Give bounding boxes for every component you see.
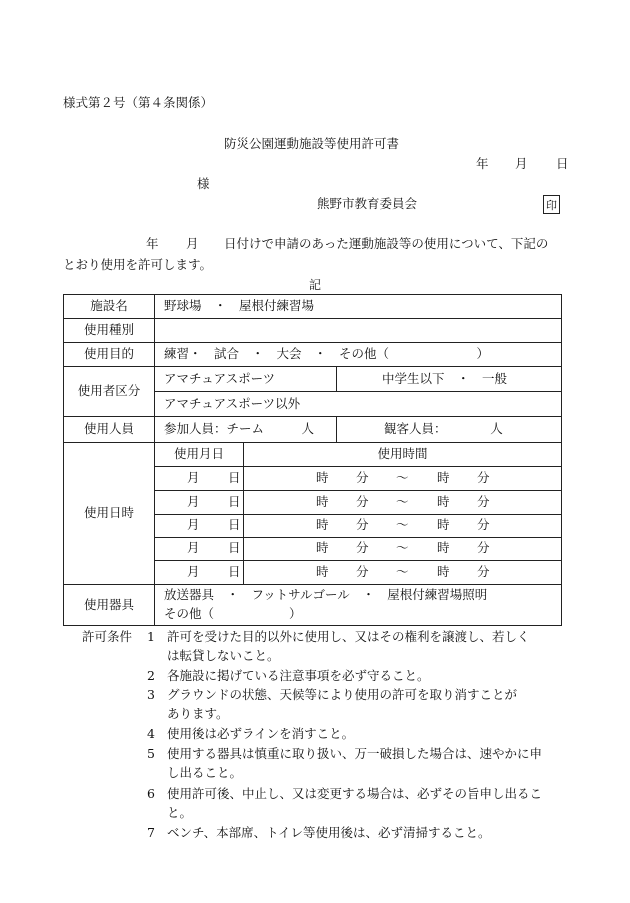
non-amateur-sports: アマチュアスポーツ以外 [164, 395, 301, 411]
col-usage-time: 使用時間 [377, 446, 428, 462]
ki-heading: 記 [309, 278, 322, 292]
seal-mark: 印 [543, 195, 560, 214]
month-unit: 月 [187, 540, 200, 555]
tilde: ～ [396, 494, 409, 509]
month-unit: 月 [187, 517, 200, 532]
addressee-suffix: 様 [197, 176, 210, 191]
condition-text: 使用許可後、中止し、又は変更する場合は、必ずその旨申し出るこ [167, 786, 543, 801]
minute-unit: 分 [477, 564, 490, 579]
minute-unit: 分 [356, 540, 369, 555]
month-unit: 月 [187, 494, 200, 509]
tilde: ～ [396, 517, 409, 532]
month-unit: 月 [187, 470, 200, 485]
condition-number: 1 [147, 629, 155, 644]
minute-unit: 分 [356, 517, 369, 532]
condition-text: 各施設に掲げている注意事項を必ず守ること。 [167, 668, 430, 683]
condition-text: あります。 [167, 706, 229, 721]
condition-number: 6 [147, 786, 155, 801]
hour-unit: 時 [437, 470, 450, 485]
minute-unit: 分 [477, 517, 490, 532]
col-usage-date: 使用月日 [173, 446, 224, 462]
spectators-count: 観客人員： 人 [384, 421, 503, 437]
amateur-sports: アマチュアスポーツ [164, 370, 276, 386]
hour-unit: 時 [316, 470, 329, 485]
intro-line1: 日付けで申請のあった運動施設等の使用について、下記の [224, 236, 549, 251]
label-equipment: 使用器具 [83, 596, 134, 612]
issuer-name: 熊野市教育委員会 [317, 196, 418, 211]
condition-number: 2 [147, 668, 155, 683]
condition-text: と。 [167, 805, 193, 820]
day-unit: 日 [228, 494, 241, 509]
intro-month: 月 [186, 236, 199, 251]
label-facility: 施設名 [90, 298, 128, 314]
facility-options: 野球場 ・ 屋根付練習場 [164, 298, 315, 314]
equipment-options: 放送器具 ・ フットサルゴール ・ 屋根付練習場照明 [164, 587, 488, 602]
condition-text: 許可を受けた目的以外に使用し、又はその権利を譲渡し、若しく [167, 629, 530, 644]
minute-unit: 分 [356, 494, 369, 509]
date-year: 年 [476, 156, 489, 171]
minute-unit: 分 [477, 494, 490, 509]
document-title: 防災公園運動施設等使用許可書 [224, 136, 400, 151]
day-unit: 日 [228, 517, 241, 532]
hour-unit: 時 [437, 494, 450, 509]
day-unit: 日 [228, 540, 241, 555]
hour-unit: 時 [437, 540, 450, 555]
minute-unit: 分 [356, 470, 369, 485]
minute-unit: 分 [477, 470, 490, 485]
day-unit: 日 [228, 470, 241, 485]
label-people: 使用人員 [83, 421, 134, 437]
hour-unit: 時 [437, 517, 450, 532]
date-month: 月 [515, 156, 528, 171]
grade-options: 中学生以下 ・ 一般 [382, 370, 508, 386]
tilde: ～ [396, 470, 409, 485]
condition-number: 3 [147, 687, 155, 702]
participants-count: 参加人員：チーム 人 [164, 421, 315, 437]
equipment-other: その他（ ） [164, 606, 302, 621]
condition-text: 使用する器具は慎重に取り扱い、万一破損した場合は、速やかに申 [167, 746, 543, 761]
label-user-category: 使用者区分 [77, 383, 141, 399]
condition-text: グラウンドの状態、天候等により使用の許可を取り消すことが [167, 687, 518, 702]
month-unit: 月 [187, 564, 200, 579]
hour-unit: 時 [316, 494, 329, 509]
day-unit: 日 [228, 564, 241, 579]
condition-text: は転貸しないこと。 [167, 648, 280, 663]
label-usage-type: 使用種別 [83, 322, 134, 338]
intro-line2: とおり使用を許可します。 [63, 257, 213, 272]
intro-year: 年 [146, 236, 159, 251]
condition-number: 5 [147, 746, 155, 761]
date-day: 日 [556, 156, 569, 171]
hour-unit: 時 [316, 517, 329, 532]
minute-unit: 分 [477, 540, 490, 555]
condition-text: し出ること。 [167, 765, 243, 780]
hour-unit: 時 [316, 564, 329, 579]
form-label: 様式第２号（第４条関係） [63, 95, 214, 110]
label-purpose: 使用目的 [83, 346, 134, 362]
condition-text: ベンチ、本部席、トイレ等使用後は、必ず清掃すること。 [167, 825, 491, 840]
conditions-label: 許可条件 [82, 629, 133, 644]
hour-unit: 時 [316, 540, 329, 555]
tilde: ～ [396, 540, 409, 555]
condition-number: 4 [147, 726, 155, 741]
minute-unit: 分 [356, 564, 369, 579]
purpose-options: 練習・ 試合 ・ 大会 ・ その他（ ） [164, 346, 490, 362]
hour-unit: 時 [437, 564, 450, 579]
condition-number: 7 [147, 825, 155, 840]
condition-text: 使用後は必ずラインを消すこと。 [167, 726, 355, 741]
tilde: ～ [396, 564, 409, 579]
label-datetime: 使用日時 [83, 505, 134, 521]
